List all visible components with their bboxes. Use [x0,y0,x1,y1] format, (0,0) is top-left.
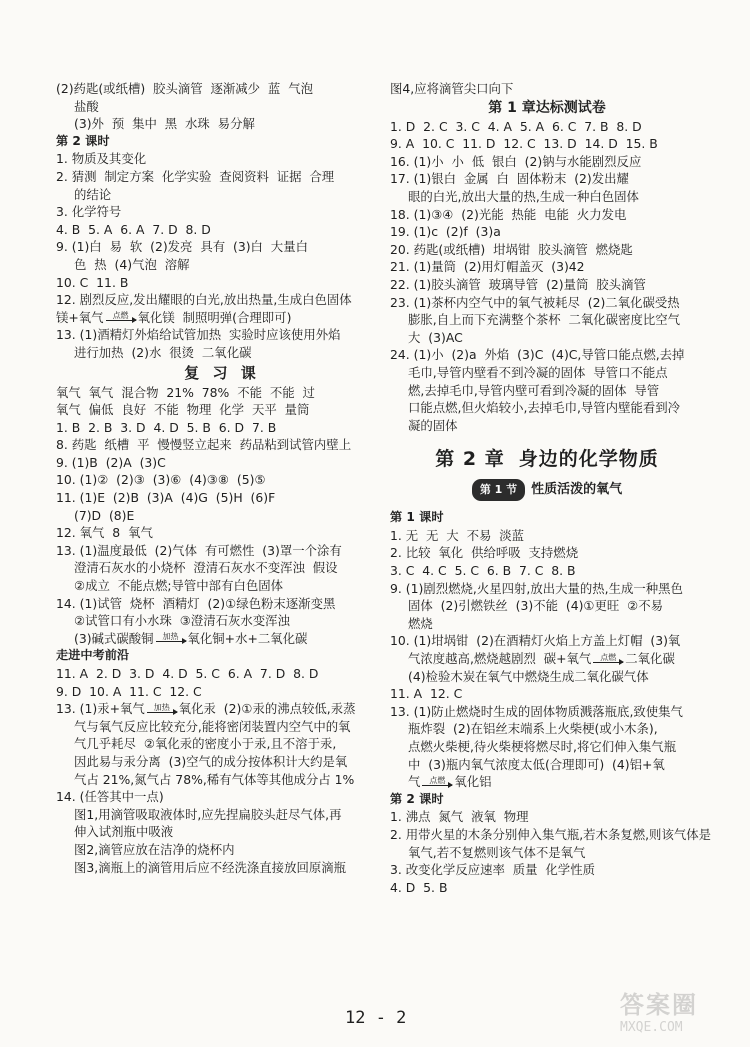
answer-line: 色 热 (4)气泡 溶解 [74,256,190,272]
answer-line: 盐酸 [74,98,99,114]
answer-line: 10. (1)坩埚钳 (2)在酒精灯火焰上方盖上灯帽 (3)氧 [390,633,681,649]
lesson-heading: 走进中考前沿 [56,648,130,663]
word-equation [408,773,492,791]
answer-line: 4. B 5. A 6. A 7. D 8. D [56,221,211,237]
arrow-icon [593,662,623,663]
lesson-heading: 第 2 课时 [390,791,444,806]
equation-products: 氧化铜+水+二氧化碳 [187,630,308,646]
answer-line: 点燃火柴梗,待火柴梗将燃尽时,将它们伸入集气瓶 [408,739,677,754]
answer-line: 9. A 10. C 11. D 12. C 13. D 14. D 15. B [390,136,658,152]
equation-line [56,309,388,327]
answer-line: 伸入试剂瓶中吸液 [74,824,174,840]
answer-line: 瓶炸裂 (2)在铝丝末端系上火柴梗(或小木条), [408,721,658,737]
reaction-arrow [422,777,452,791]
answer-line: 进行加热 (2)水 很烫 二氧化碳 [74,344,252,360]
reaction-condition: 点燃 [429,775,446,785]
answer-line: 8. 药匙 纸槽 平 慢慢竖立起来 药品粘到试管内壁上 [56,437,352,453]
word-equation [56,700,356,718]
answer-line: 12. 剧烈反应,发出耀眼的白光,放出热量,生成白色固体 [56,292,352,308]
answer-line: ②成立 不能点燃;导管中部有白色固体 [74,578,284,594]
answer-line: 11. (1)E (2)B (3)A (4)G (5)H (6)F [56,490,276,506]
answer-line: 氧气,若不复燃则该气体不是氧气 [408,844,586,860]
section-heading [390,478,704,501]
right-column [390,80,712,896]
answer-line: (2)药匙(或纸槽) 胶头滴管 逐渐减少 蓝 气泡 [56,81,313,96]
answer-line: 气占 21%,氮气占 78%,稀有气体等其他成分占 1% [74,771,355,787]
watermark-url: MXQE.COM [620,1020,683,1035]
equation-products: 氧化铝 [454,774,492,790]
answer-line: 16. (1)小 小 低 银白 (2)钠与水能剧烈反应 [390,153,642,169]
word-equation [408,650,675,668]
arrow-icon [422,785,452,786]
equation-line [390,650,704,668]
answer-line: 燃烧 [408,615,433,631]
answer-line: 固体 (2)引燃铁丝 (3)不能 (4)①更旺 ②不易 [408,598,664,614]
answer-line: 图2,滴管应放在洁净的烧杯内 [74,841,235,857]
answer-line: 13. (1)酒精灯外焰给试管加热 实验时应该使用外焰 [56,327,341,343]
lesson-heading: 第 2 课时 [56,133,110,148]
equation-products: 氧化镁 制照明弹(合理即可) [137,309,292,325]
watermark-logo [620,985,738,1043]
answer-line: (7)D (8)E [74,507,135,523]
answer-line: 1. 沸点 氮气 液氧 物理 [390,809,529,825]
answer-line: 气与氧气反应比较充分,能将密闭装置内空气中的氧 [74,718,351,734]
answer-line: 眼的白光,放出大量的热,生成一种白色固体 [408,188,639,204]
chapter-name: 身边的化学物质 [518,448,659,471]
answer-line: 11. A 2. D 3. D 4. D 5. C 6. A 7. D 8. D [56,666,319,681]
reaction-arrow [106,312,136,326]
answer-line: ②试管口有小水珠 ③澄清石灰水变浑浊 [74,613,290,629]
answer-line: 14. (1)试管 烧杯 酒精灯 (2)①绿色粉末逐渐变黑 [56,595,336,611]
answer-line: 的结论 [74,186,112,202]
answer-line: 19. (1)c (2)f (3)a [390,224,501,240]
reaction-condition: 加热 [153,702,170,712]
answer-line: 1. B 2. B 3. D 4. D 5. B 6. D 7. B [56,419,277,435]
answer-line: 凝的固体 [408,417,458,433]
equation-reactants: 镁+氧气 [56,309,104,325]
equation-reactants: (3)碱式碳酸铜 [74,630,154,646]
section-badge: 第 1 节 [472,479,525,501]
answer-line: 图1,用滴管吸取液体时,应先捏扁胶头赶尽气体,再 [74,806,342,822]
answer-line: 9. (1)剧烈燃烧,火星四射,放出大量的热,生成一种黑色 [390,580,683,596]
answer-line: 1. D 2. C 3. C 4. A 5. A 6. C 7. B 8. D [390,118,642,134]
word-equation [56,309,291,327]
answer-line: (3)外 预 集中 黑 水珠 易分解 [74,116,255,132]
answer-line: 9. (1)B (2)A (3)C [56,454,166,470]
page-number: 12 - 2 [345,1008,407,1028]
answer-line: 澄清石灰水的小烧杯 澄清石灰水不变浑浊 假设 [74,560,338,576]
answer-line: 图4,应将滴管尖口向下 [390,81,514,96]
answer-line: 膨胀,自上而下充满整个茶杯 二氧化碳密度比空气 [408,312,681,328]
answer-line: 3. 化学符号 [56,204,122,220]
answer-line: 口能点燃,但火焰较小,去掉毛巾,导管内壁能看到冷 [408,400,681,416]
answer-line: 大 (3)AC [408,329,463,345]
arrow-icon [156,641,186,642]
answer-line: 2. 比较 氧化 供给呼吸 支持燃烧 [390,545,579,561]
answer-line: 3. 改变化学反应速率 质量 化学性质 [390,862,595,878]
arrow-icon [147,712,177,713]
reaction-condition: 点燃 [600,652,617,662]
equation-reactants: 13. (1)汞+氧气 [56,701,145,717]
left-column [56,80,388,876]
answer-line: 1. 物质及其变化 [56,151,147,167]
answer-line: 毛巾,导管内壁看不到冷凝的固体 导管口不能点 [408,364,668,380]
reaction-condition: 点燃 [112,311,129,321]
answer-line: 气几乎耗尽 ②氧化汞的密度小于汞,且不溶于汞, [74,736,337,752]
answer-line: 14. (任答其中一点) [56,789,164,805]
lesson-heading: 第 1 课时 [390,510,444,525]
chapter-number: 第 2 章 [435,448,505,471]
answer-line: 3. C 4. C 5. C 6. B 7. C 8. B [390,563,576,579]
chapter-heading [390,444,704,474]
answer-line: 氧气 氧气 混合物 21% 78% 不能 不能 过 [56,384,315,400]
answer-line: 9. D 10. A 11. C 12. C [56,683,202,699]
section-title: 复 习 课 [184,363,260,382]
reaction-arrow [593,654,623,668]
answer-line: 2. 猜测 制定方案 化学实验 查阅资料 证据 合理 [56,168,335,184]
answer-line: 10. (1)② (2)③ (3)⑥ (4)③⑧ (5)⑤ [56,472,266,488]
equation-products: 二氧化碳 [625,651,675,667]
answer-line: 20. 药匙(或纸槽) 坩埚钳 胶头滴管 燃烧匙 [390,241,633,257]
answer-line: 2. 用带火星的木条分别伸入集气瓶,若木条复燃,则该气体是 [390,826,712,842]
answer-line: 13. (1)防止燃烧时生成的固体物质溅落瓶底,致使集气 [390,703,683,719]
answer-line: (4)检验木炭在氧气中燃烧生成二氧化碳气体 [408,668,649,684]
equation-line [56,630,388,648]
answer-line: 燃,去掉毛巾,导管内壁可看到冷凝的固体 导管 [408,382,660,398]
section-name: 性质活泼的氧气 [531,482,623,498]
reaction-arrow [147,704,177,718]
answer-line: 22. (1)胶头滴管 玻璃导管 (2)量筒 胶头滴管 [390,276,646,292]
answer-line: 中 (3)瓶内氧气浓度太低(合理即可) (4)铝+氧 [408,756,665,772]
answer-line: 4. D 5. B [390,879,448,895]
reaction-condition: 加热 [162,632,179,642]
answer-line: 17. (1)银白 金属 白 固体粉末 (2)发出耀 [390,171,629,187]
answer-line: 图3,滴瓶上的滴管用后应不经洗涤直接放回原滴瓶 [74,859,347,875]
answer-line: 10. C 11. B [56,274,129,290]
arrow-icon [106,320,136,321]
answer-line: 12. 氧气 8 氧气 [56,525,153,541]
answer-line: 9. (1)白 易 软 (2)发亮 具有 (3)白 大量白 [56,239,308,255]
answer-line: 因此易与汞分离 (3)空气的成分按体积计大约是氧 [74,753,348,769]
equation-line [56,700,388,718]
test-title: 第 1 章达标测试卷 [488,99,606,116]
answer-line: 23. (1)茶杯内空气中的氧气被耗尽 (2)二氧化碳受热 [390,294,680,310]
answer-line: 21. (1)量筒 (2)用灯帽盖灭 (3)42 [390,259,585,275]
word-equation [74,630,307,648]
equation-products: 氧化汞 (2)①汞的沸点较低,汞蒸 [178,701,356,717]
answer-line: 13. (1)温度最低 (2)气体 有可燃性 (3)罩一个涂有 [56,542,342,558]
answer-line: 1. 无 无 大 不易 淡蓝 [390,527,525,543]
answer-line: 24. (1)小 (2)a 外焰 (3)C (4)C,导管口能点燃,去掉 [390,347,685,363]
watermark-text: 答案圈 [620,991,698,1019]
equation-reactants: 气浓度越高,燃烧越剧烈 碳+氧气 [408,651,592,667]
answer-line: 氧气 偏低 良好 不能 物理 化学 天平 量筒 [56,402,310,418]
reaction-arrow [156,633,186,647]
equation-line [390,773,704,791]
equation-reactants: 气 [408,774,421,790]
answer-line: 18. (1)③④ (2)光能 热能 电能 火力发电 [390,206,627,222]
answer-line: 11. A 12. C [390,686,463,702]
